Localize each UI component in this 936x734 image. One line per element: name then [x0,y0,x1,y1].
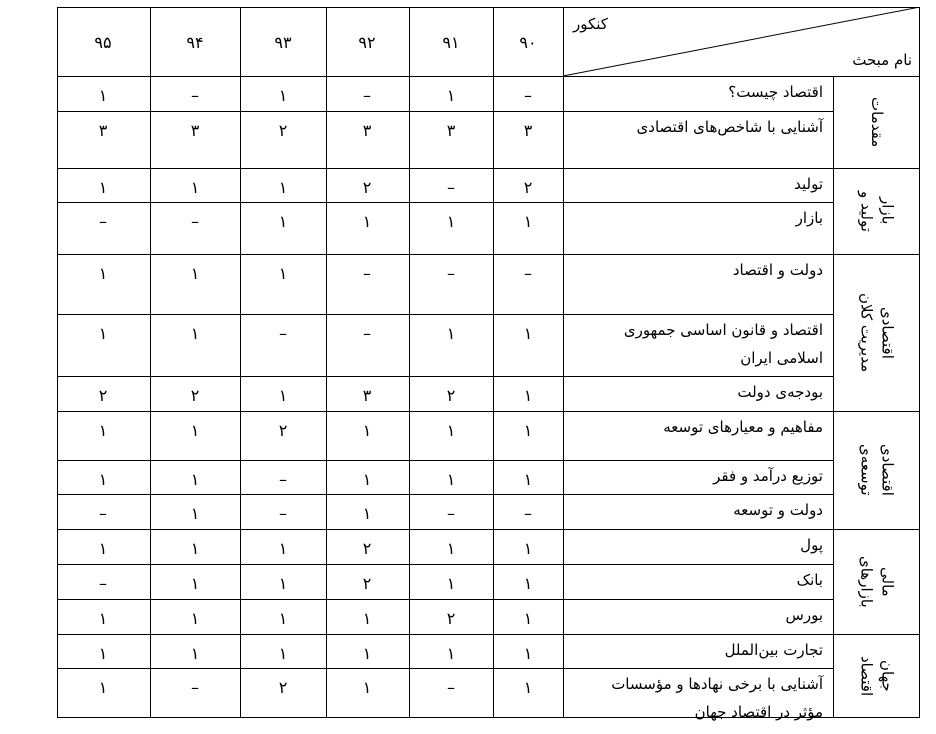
value-cell: ۱ [278,644,288,663]
table-rule [57,668,834,669]
table-rule [57,494,834,495]
value-cell: ۲ [278,121,288,140]
topic-label: آشنایی با برخی نهادها و مؤسسات مؤثر در اقتصاد جهان [611,675,823,721]
table-rule [326,7,327,718]
topic-label: آشنایی با شاخص‌های اقتصادی [636,118,823,136]
category-label-line: مقدمات [868,96,886,148]
table-rule [493,7,494,718]
value-cell: ۲ [446,386,456,405]
topic-label: پول [800,536,823,554]
value-cell: ۱ [362,644,372,663]
value-cell: ۱ [278,609,288,628]
category-label-line: اقتصادی [878,444,897,496]
value-cell: ۱ [362,504,372,523]
value-cell: – [363,264,371,283]
table-rule [57,411,920,412]
value-cell: ۱ [523,678,533,697]
topic-label: مفاهیم و معیارهای توسعه [663,418,823,436]
value-cell: ۳ [190,121,200,140]
table-rule [57,460,834,461]
value-cell: ۲ [362,574,372,593]
value-cell: ۱ [190,609,200,628]
value-cell: – [99,212,107,231]
value-cell: ۱ [278,212,288,231]
value-cell: ۱ [190,539,200,558]
table-rule [57,376,834,377]
table-rule [57,76,920,77]
value-cell: ۱ [278,178,288,197]
category-label-line: مدیریت کلان [857,292,876,373]
value-cell: ۲ [190,386,200,405]
value-cell: ۳ [362,121,372,140]
table-rule [57,202,834,203]
value-cell: ۱ [523,609,533,628]
table-rule [57,111,834,112]
value-cell: ۱ [98,678,108,697]
table-rule [919,7,920,718]
value-cell: – [524,504,532,523]
value-cell: ۱ [446,539,456,558]
value-cell: – [363,324,371,343]
value-cell: ۳ [98,121,108,140]
category-label-line: توسعه‌ی [857,444,876,496]
topic-label: دولت و اقتصاد [732,261,823,279]
table-rule [150,7,151,718]
value-cell: ۱ [523,212,533,231]
value-cell: – [99,504,107,523]
value-cell: ۲ [278,421,288,440]
value-cell: – [191,678,199,697]
value-cell: – [447,178,455,197]
value-cell: ۱ [190,178,200,197]
table-rule [57,7,58,718]
value-cell: – [524,86,532,105]
value-cell: – [363,86,371,105]
category-label [841,76,912,168]
value-cell: – [447,678,455,697]
value-cell: ۱ [278,86,288,105]
table-rule [57,599,834,600]
topic-label: بازار [795,209,823,227]
value-cell: ۱ [523,421,533,440]
value-cell: ۱ [446,212,456,231]
value-cell: – [279,504,287,523]
value-cell: ۱ [98,609,108,628]
value-cell: ۱ [190,504,200,523]
value-cell: – [279,470,287,489]
value-cell: ۱ [446,324,456,343]
table-rule [57,314,834,315]
topic-label: بورس [785,606,823,624]
table-rule [240,7,241,718]
value-cell: ۱ [446,644,456,663]
value-cell: ۱ [98,264,108,283]
topic-label: بانک [796,571,823,589]
category-label [841,634,912,718]
value-cell: – [99,574,107,593]
value-cell: ۱ [523,539,533,558]
year-heading: ۹۲ [358,33,376,52]
value-cell: ۱ [523,386,533,405]
value-cell: ۱ [190,644,200,663]
value-cell: ۱ [190,470,200,489]
header-konkur-label: کنکور [573,15,608,33]
exam-topics-table [57,7,920,721]
value-cell: – [524,264,532,283]
year-heading: ۹۳ [274,33,292,52]
value-cell: ۱ [98,470,108,489]
value-cell: ۱ [98,178,108,197]
category-label [841,411,912,529]
table-rule [409,7,410,718]
table-rule [57,254,920,255]
value-cell: ۱ [190,574,200,593]
year-heading: ۹۴ [186,33,204,52]
value-cell: ۱ [362,678,372,697]
value-cell: ۲ [446,609,456,628]
topic-label: اقتصاد چیست؟ [728,83,823,101]
topic-label: دولت و توسعه [733,501,823,519]
topic-label: توزیع درآمد و فقر [713,467,823,485]
category-label-line: تولید و [857,190,876,232]
table-rule [57,529,920,530]
value-cell: ۳ [362,386,372,405]
value-cell: ۱ [523,470,533,489]
value-cell: ۱ [98,421,108,440]
topic-label: تولید [794,175,823,193]
value-cell: ۱ [523,644,533,663]
year-heading: ۹۰ [519,33,537,52]
topic-label: بودجه‌ی دولت [737,383,823,401]
category-label [841,254,912,411]
category-label-line: مالی [878,566,897,597]
value-cell: ۱ [362,421,372,440]
value-cell: ۱ [523,324,533,343]
topic-label: اقتصاد و قانون اساسی جمهوری اسلامی ایران [623,321,823,367]
value-cell: – [447,264,455,283]
value-cell: ۲ [362,539,372,558]
table-rule [563,7,564,718]
table-rule [57,634,920,635]
value-cell: ۲ [523,178,533,197]
value-cell: ۱ [98,86,108,105]
category-label-line: اقتصادی [878,306,897,359]
value-cell: ۱ [362,212,372,231]
value-cell: ۲ [278,678,288,697]
value-cell: ۱ [98,324,108,343]
topic-label: تجارت بین‌الملل [724,641,823,659]
year-heading: ۹۱ [442,33,460,52]
value-cell: ۱ [190,324,200,343]
category-label [841,529,912,634]
value-cell: ۱ [190,421,200,440]
value-cell: ۱ [98,644,108,663]
value-cell: ۲ [362,178,372,197]
value-cell: ۲ [98,386,108,405]
value-cell: ۱ [446,470,456,489]
value-cell: ۳ [446,121,456,140]
value-cell: ۱ [446,574,456,593]
category-label-line: جهان [878,660,897,692]
table-rule [57,564,834,565]
value-cell: ۱ [190,264,200,283]
value-cell: – [191,212,199,231]
category-label [841,168,912,254]
value-cell: ۱ [278,574,288,593]
value-cell: ۳ [523,121,533,140]
value-cell: – [447,504,455,523]
value-cell: ۱ [446,421,456,440]
table-rule [833,76,834,718]
value-cell: ۱ [278,386,288,405]
value-cell: ۱ [446,86,456,105]
value-cell: ۱ [523,574,533,593]
value-cell: ۱ [362,470,372,489]
category-label-line: اقتصاد [857,655,876,697]
value-cell: ۱ [98,539,108,558]
header-topic-label: نام مبحث [852,51,912,69]
value-cell: – [279,324,287,343]
value-cell: ۱ [278,264,288,283]
value-cell: – [191,86,199,105]
value-cell: ۱ [362,609,372,628]
category-label-line: بازار [878,197,897,225]
year-heading: ۹۵ [94,33,112,52]
category-label-line: بازارهای [857,555,876,608]
value-cell: ۱ [278,539,288,558]
table-rule [57,168,920,169]
